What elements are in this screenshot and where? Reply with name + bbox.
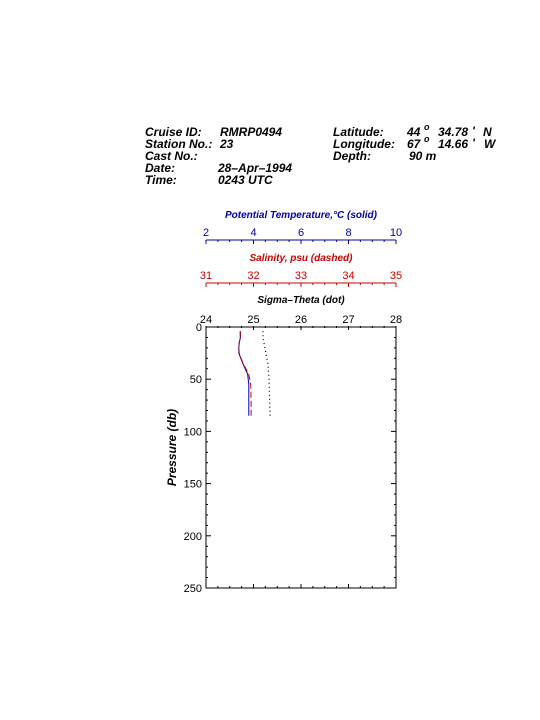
y-tick-label: 150 <box>183 478 202 491</box>
series-line-temperature <box>239 331 249 416</box>
cast-label: Cast No.: <box>145 149 198 163</box>
axis-tick-label-temperature: 8 <box>345 227 352 239</box>
time-value: 0243 UTC <box>218 173 273 187</box>
cruise-label: Cruise ID: <box>145 125 202 139</box>
axis-tick-label-temperature: 2 <box>202 227 210 239</box>
y-tick-label: 250 <box>183 583 202 595</box>
latitude-minutes: 34.78 <box>438 125 469 139</box>
y-tick-label: 100 <box>183 426 202 439</box>
axis-tick-label-sigma: 26 <box>294 314 308 326</box>
plot-frame <box>206 327 396 588</box>
axis-tick-label-temperature: 4 <box>250 227 257 239</box>
longitude-minute-mark: ' <box>472 136 475 150</box>
longitude-degrees: 67 <box>407 137 421 151</box>
axis-tick-label-sigma: 28 <box>389 314 403 326</box>
y-axis-label: Pressure (db) <box>165 408 179 487</box>
longitude-degree-mark: o <box>424 134 430 144</box>
depth-value: 90 m <box>409 149 437 163</box>
latitude-minute-mark: ' <box>472 124 475 138</box>
latitude-label: Latitude: <box>333 125 384 139</box>
axis-tick-label-salinity: 35 <box>389 270 403 282</box>
axis-title-temperature: Potential Temperature,°C (solid) <box>225 210 377 221</box>
axis-tick-label-sigma: 25 <box>247 314 260 326</box>
axis-tick-label-salinity: 33 <box>294 270 308 282</box>
axis-tick-label-temperature: 10 <box>389 227 403 239</box>
axis-tick-label-temperature: 6 <box>297 227 305 239</box>
axis-title-sigma: Sigma–Theta (dot) <box>257 295 345 306</box>
y-tick-label: 200 <box>183 530 202 543</box>
longitude-hemisphere: W <box>484 137 496 151</box>
longitude-label: Longitude: <box>333 137 395 151</box>
series-line-sigma <box>263 331 270 416</box>
time-label: Time: <box>145 173 177 187</box>
axis-tick-label-salinity: 34 <box>342 270 355 282</box>
date-label: Date: <box>145 161 176 175</box>
latitude-degrees: 44 <box>407 125 421 139</box>
axis-tick-label-sigma: 24 <box>199 314 213 326</box>
longitude-minutes: 14.66 <box>438 137 469 151</box>
latitude-hemisphere: N <box>483 125 492 139</box>
station-label: Station No.: <box>145 137 213 151</box>
axis-tick-label-salinity: 32 <box>247 270 260 282</box>
axis-tick-label-salinity: 31 <box>199 270 213 282</box>
axis-tick-label-sigma: 27 <box>342 314 355 326</box>
latitude-degree-mark: o <box>424 122 430 132</box>
station-value: 23 <box>220 137 234 151</box>
date-value: 28–Apr–1994 <box>218 161 293 175</box>
y-tick-label: 50 <box>189 374 202 387</box>
axis-title-salinity: Salinity, psu (dashed) <box>249 253 353 264</box>
depth-label: Depth: <box>333 149 371 163</box>
y-tick-label: 0 <box>195 322 202 334</box>
cruise-value: RMRP0494 <box>220 125 283 139</box>
